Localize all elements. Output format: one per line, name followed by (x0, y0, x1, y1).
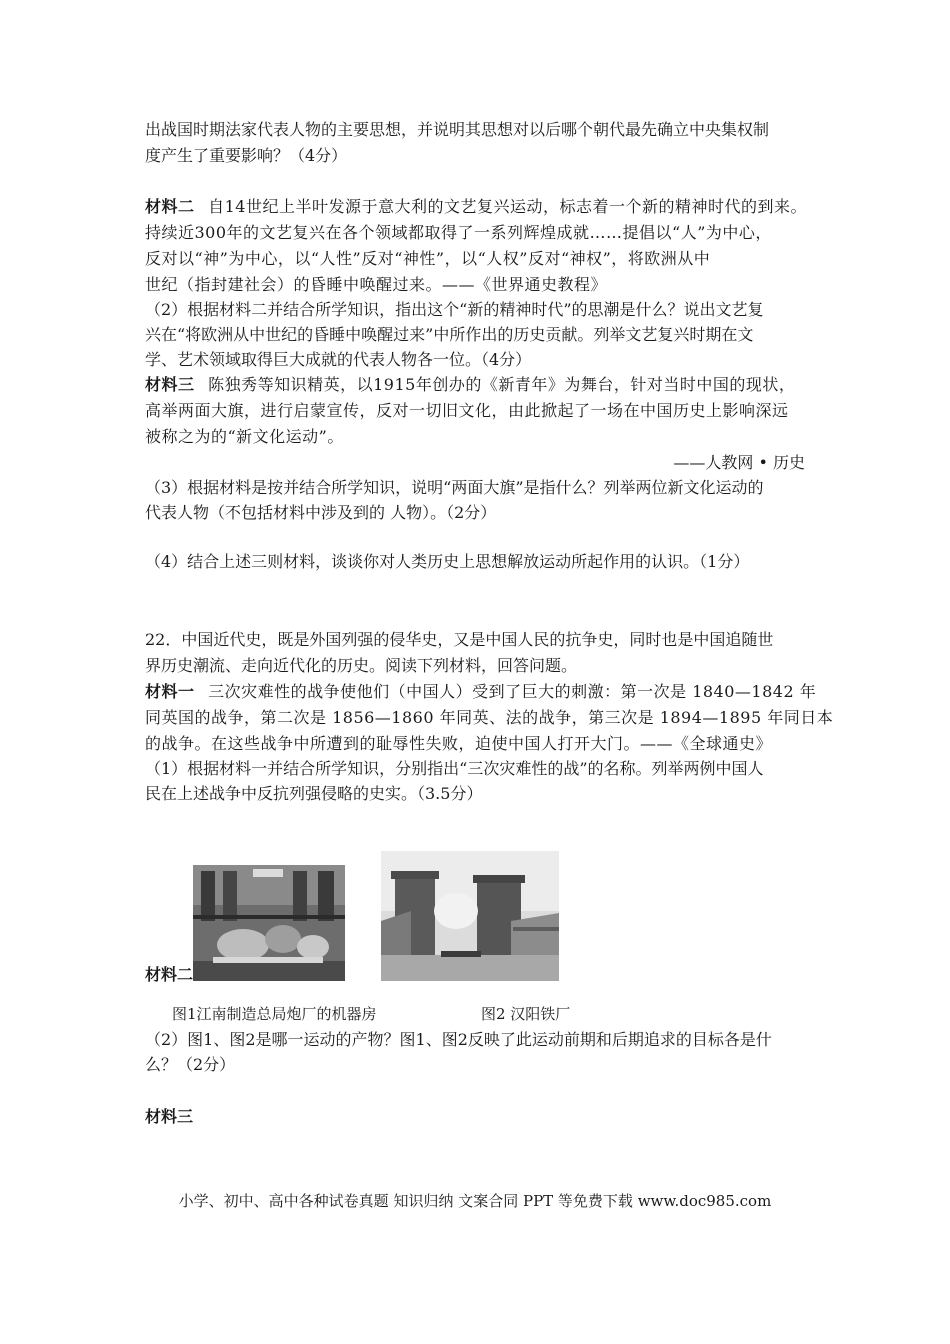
source-citation: ——人教网 • 历史 (673, 453, 805, 472)
figure-1-caption: 图1江南制造总局炮厂的机器房 (172, 1005, 377, 1023)
question-line: 民在上述战争中反抗列强侵略的史实。（3.5分） (145, 784, 483, 803)
text-line: 世纪（指封建社会）的昏睡中唤醒过来。——《世界通史教程》 (145, 275, 608, 294)
material-label: 材料三 (145, 375, 195, 394)
question-22-line: 界历史潮流、走向近代化的历史。阅读下列材料，回答问题。 (145, 656, 578, 675)
text-line: 高举两面大旗，进行启蒙宣传，反对一切旧文化，由此掀起了一场在中国历史上影响深远 (145, 401, 789, 420)
question-line: 么？（2分） (145, 1055, 236, 1074)
text-line: 度产生了重要影响？（4分） (145, 146, 348, 165)
question-line: （2）根据材料二并结合所学知识，指出这个“新的精神时代”的思潮是什么？说出文艺复 (145, 300, 764, 319)
page-footer: 小学、初中、高中各种试卷真题 知识归纳 文案合同 PPT 等免费下载 www.doc985.com (178, 1192, 772, 1210)
material-1-paragraph (145, 680, 816, 704)
material-text: 陈独秀等知识精英，以1915年创办的《新青年》为舞台，针对当时中国的现状， (208, 375, 796, 394)
question-line: （3）根据材料是按并结合所学知识，说明“两面大旗”是指什么？列举两位新文化运动的 (145, 478, 764, 497)
material-label: 材料三 (145, 1107, 194, 1126)
material-3-paragraph (145, 373, 795, 397)
question-line: 兴在“将欧洲从中世纪的昏睡中唤醒过来”中所作出的历史贡献。列举文艺复兴时期在文 (145, 325, 754, 344)
question-line: （2）图1、图2是哪一运动的产物？图1、图2反映了此运动前期和后期追求的目标各是什 (145, 1030, 772, 1049)
material-text: 三次灾难性的战争使他们（中国人）受到了巨大的刺激：第一次是 1840—1842 年 (208, 682, 817, 701)
question-22-line: 22．中国近代史，既是外国列强的侵华史，又是中国人民的抗争史，同时也是中国追随世 (145, 630, 774, 649)
iron-works-photo (381, 851, 559, 981)
material-label: 材料二 (145, 965, 194, 984)
question-line: 学、艺术领域取得巨大成就的代表人物各一位。（4分） (145, 350, 532, 369)
material-label: 材料一 (145, 682, 195, 701)
text-line: 出战国时期法家代表人物的主要思想，并说明其思想对以后哪个朝代最先确立中央集权制 (145, 120, 770, 139)
machine-room-photo (193, 865, 345, 981)
material-text: 自14世纪上半叶发源于意大利的文艺复兴运动，标志着一个新的精神时代的到来。 (208, 197, 807, 216)
text-line: 持续近300年的文艺复兴在各个领域都取得了一系列辉煌成就……提倡以“人”为中心， (145, 223, 772, 242)
question-line: 代表人物（不包括材料中涉及到的 人物）。（2分） (145, 503, 497, 522)
text-line: 同英国的战争，第二次是 1856—1860 年同英、法的战争，第三次是 1894—1895 年同日本 (145, 708, 834, 727)
text-line: 反对以“神”为中心，以“人性”反对“神性”，以“人权”反对“神权”，将欧洲从中 (145, 249, 711, 268)
text-line: 被称之为的“新文化运动”。 (145, 427, 344, 446)
question-line: （1）根据材料一并结合所学知识，分别指出“三次灾难性的战”的名称。列举两例中国人 (145, 759, 764, 778)
question-line: （4）结合上述三则材料，谈谈你对人类历史上思想解放运动所起作用的认识。（1分） (145, 552, 750, 571)
figure-2-caption: 图2 汉阳铁厂 (481, 1005, 571, 1023)
material-2-paragraph (145, 195, 807, 219)
text-line: 的战争。在这些战争中所遭到的耻辱性失败，迫使中国人打开大门。——《全球通史》 (145, 734, 773, 753)
material-label: 材料二 (145, 197, 195, 216)
